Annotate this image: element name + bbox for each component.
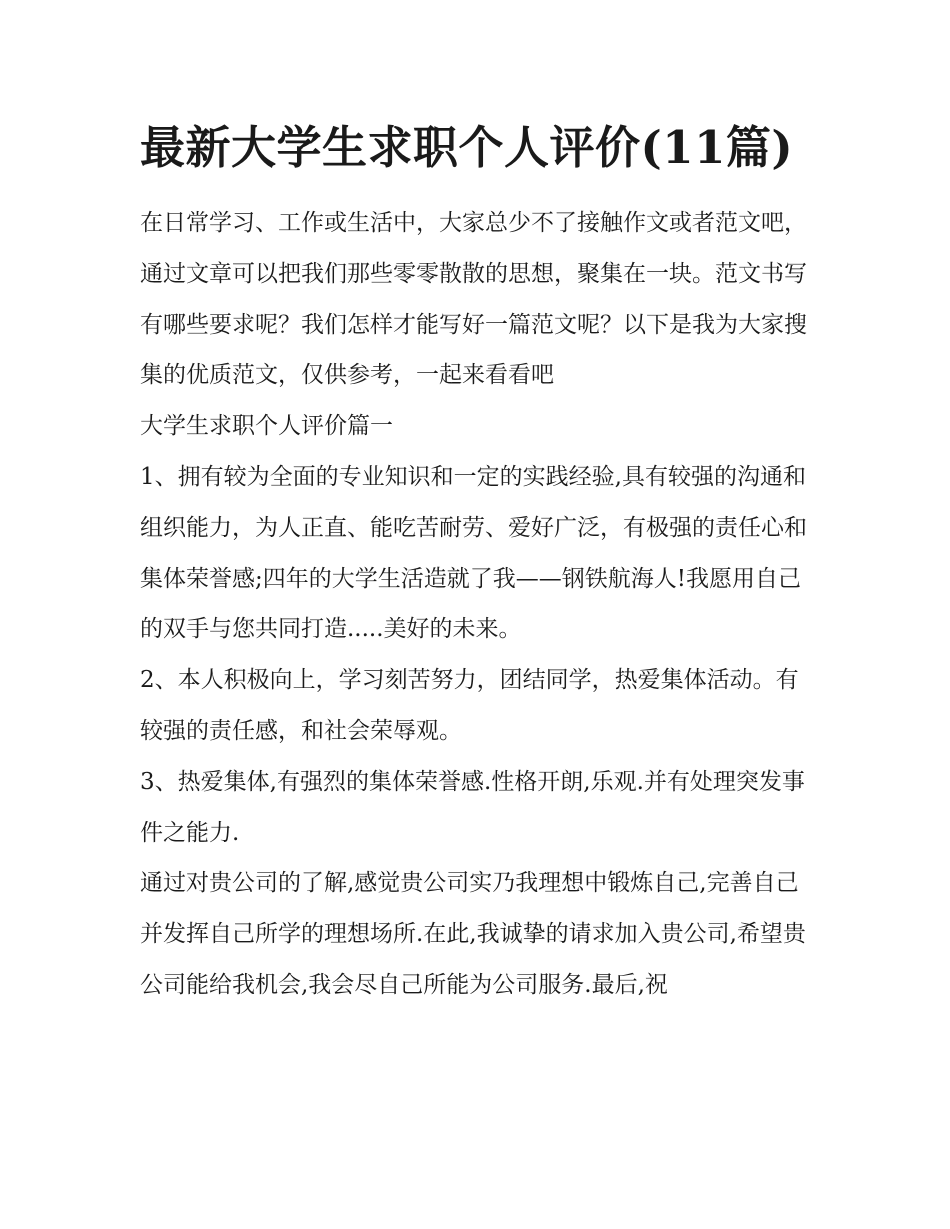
document-page xyxy=(140,112,820,1011)
paragraph-item-1: 1、拥有较为全面的专业知识和一定的实践经验,具有较强的沟通和组织能力，为人正直、能吃苦耐劳、爱好广泛，有极强的责任心和集体荣誉感;四年的大学生活造就了我——钢铁航海人!我愿用自己的双手与您共同打造.....美好的未来。 xyxy=(140,463,807,643)
section-heading: 大学生求职个人评价篇一 xyxy=(140,413,393,440)
paragraph-item-3: 3、热爱集体,有强烈的集体荣誉感.性格开朗,乐观.并有处理突发事件之能力. xyxy=(140,768,805,846)
paragraph-item-2: 2、本人积极向上，学习刻苦努力，团结同学，热爱集体活动。有较强的责任感，和社会荣辱观。 xyxy=(140,667,799,744)
intro-paragraph: 在日常学习、工作或生活中，大家总少不了接触作文或者范文吧，通过文章可以把我们那些零零散散的思想，聚集在一块。范文书写有哪些要求呢？我们怎样才能写好一篇范文呢？以下是我为大家搜集的优质范文，仅供参考，一起来看看吧 xyxy=(140,210,807,389)
closing-paragraph: 通过对贵公司的了解,感觉贵公司实乃我理想中锻炼自己,完善自己并发挥自己所学的理想场所.在此,我诚挚的请求加入贵公司,希望贵公司能给我机会,我会尽自己所能为公司服务.最后,祝 xyxy=(140,870,806,998)
document-title: 最新大学生求职个人评价(11篇) xyxy=(140,121,794,174)
